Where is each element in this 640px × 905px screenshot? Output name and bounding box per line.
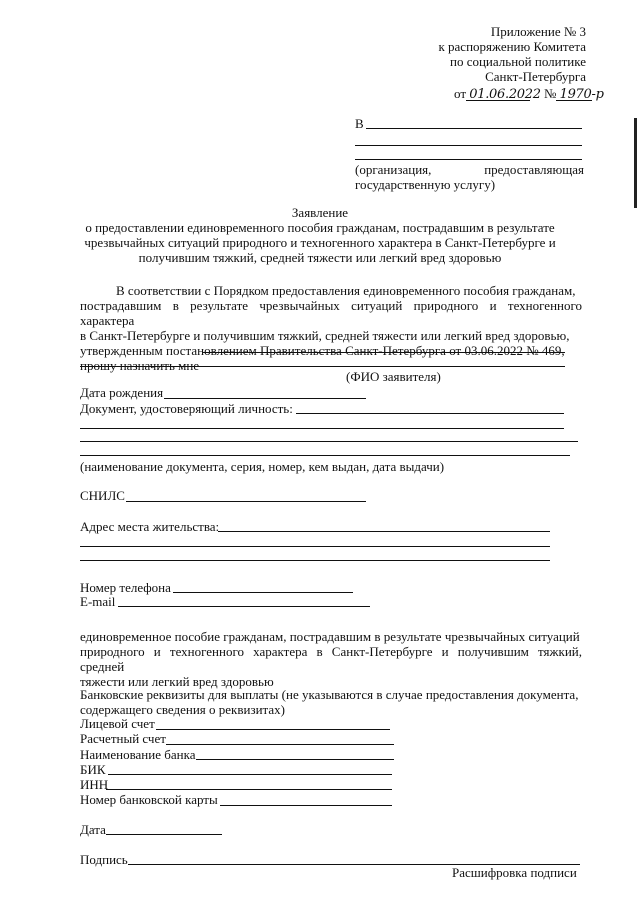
id-document-label: Документ, удостоверяющий личность: [80, 401, 293, 416]
addressee-org-left: (организация, [355, 162, 432, 177]
inn-label: ИНН [80, 777, 109, 792]
date-field[interactable] [106, 834, 222, 835]
bank-intro [80, 687, 588, 717]
bank-intro-line-1: Банковские реквизиты для выплаты (не указываются в случае предоставления документа, [80, 687, 579, 702]
bank-intro-line-2: содержащего сведения о реквизитах) [80, 702, 285, 717]
intro-paragraph [80, 283, 582, 373]
statement-heading-line-2: чрезвычайных ситуаций природного и техногенного характера в Санкт-Петербурге и [84, 235, 556, 250]
signature-decoding-caption: Расшифровка подписи [452, 865, 577, 880]
appendix-from-label: от [454, 86, 467, 101]
statement-heading [40, 205, 600, 265]
email-label: E-mail [80, 594, 116, 609]
scan-edge-mark [634, 118, 637, 208]
statement-heading-line-1: о предоставлении единовременного пособия гражданам, пострадавшим в результате [85, 220, 555, 235]
address-field-1[interactable] [218, 531, 550, 532]
birth-date-label: Дата рождения [80, 385, 164, 400]
intro-line-1: В соответствии с Порядком предоставления единовременного пособия гражданам, [116, 283, 576, 298]
id-document-caption: (наименование документа, серия, номер, кем выдан, дата выдачи) [80, 459, 445, 474]
snils-field[interactable] [126, 501, 366, 502]
email-field[interactable] [118, 606, 370, 607]
card-number-field[interactable] [220, 805, 392, 806]
benefit-line-2: природного и техногенного характера в Санкт-Петербурге и получившим тяжкий, средней [80, 644, 582, 674]
id-document-field-2[interactable] [80, 428, 564, 429]
addressee-line-2 [355, 145, 582, 146]
appendix-number-underline [556, 100, 592, 101]
appendix-line-4: Санкт-Петербурга [485, 69, 586, 84]
fio-caption: (ФИО заявителя) [346, 369, 441, 384]
fio-line-1 [203, 352, 565, 353]
addressee-org-line-2: государственную услугу) [355, 177, 496, 192]
appendix-number-handwritten: 1970-р [559, 87, 604, 102]
id-document-field-1[interactable] [296, 413, 564, 414]
addressee-org-right: предоставляющая [484, 162, 584, 177]
intro-line-3: в Санкт-Петербурге и получившим тяжкий, средней тяжести или легкий вред здоровью, [80, 328, 570, 343]
intro-line-2: пострадавшим в результате чрезвычайных ситуаций природного и техногенного характера [80, 298, 582, 328]
addressee-caption [355, 162, 584, 192]
fio-line-2 [80, 366, 565, 367]
card-number-label: Номер банковской карты [80, 792, 218, 807]
appendix-line-1: Приложение № 3 [490, 24, 586, 39]
personal-account-field[interactable] [156, 729, 390, 730]
bank-name-field[interactable] [196, 759, 394, 760]
intro-line-5: прошу назначить мне [80, 358, 200, 373]
bik-field[interactable] [108, 774, 392, 775]
address-field-3[interactable] [80, 560, 550, 561]
phone-label: Номер телефона [80, 580, 171, 595]
appendix-line-3: по социальной политике [450, 54, 586, 69]
snils-label: СНИЛС [80, 488, 125, 503]
appendix-number-label: № [543, 86, 557, 101]
statement-title: Заявление [291, 205, 349, 220]
address-label: Адрес места жительства: [80, 519, 220, 534]
addressee-line-1 [366, 128, 582, 129]
birth-date-field[interactable] [164, 398, 366, 399]
inn-field[interactable] [106, 789, 392, 790]
address-field-2[interactable] [80, 546, 550, 547]
signature-label: Подпись [80, 852, 128, 867]
personal-account-label: Лицевой счет [80, 716, 155, 731]
intro-line-4: утвержденным постановлением Правительства Санкт-Петербурга от 03.06.2022 № 469, [80, 343, 565, 358]
appendix-date-underline [466, 100, 530, 101]
phone-field[interactable] [173, 592, 353, 593]
benefit-line-1: единовременное пособие гражданам, пострадавшим в результате чрезвычайных ситуаций [80, 629, 580, 644]
benefit-line-3: тяжести или легкий вред здоровью [80, 674, 274, 689]
bik-label: БИК [80, 762, 106, 777]
appendix-line-2: к распоряжению Комитета [438, 39, 586, 54]
benefit-paragraph [80, 629, 582, 689]
date-label: Дата [80, 822, 106, 837]
statement-heading-line-3: получившим тяжкий, средней тяжести или легкий вред здоровью [138, 250, 502, 265]
addressee-to-label: В [355, 116, 364, 131]
appendix-date-handwritten: 01.06.2022 [469, 87, 541, 102]
id-document-field-4[interactable] [80, 455, 570, 456]
addressee-line-3 [355, 159, 582, 160]
settlement-account-field[interactable] [166, 744, 394, 745]
appendix-block [380, 24, 586, 84]
bank-name-label: Наименование банка [80, 747, 196, 762]
settlement-account-label: Расчетный счет [80, 731, 166, 746]
id-document-field-3[interactable] [80, 441, 578, 442]
